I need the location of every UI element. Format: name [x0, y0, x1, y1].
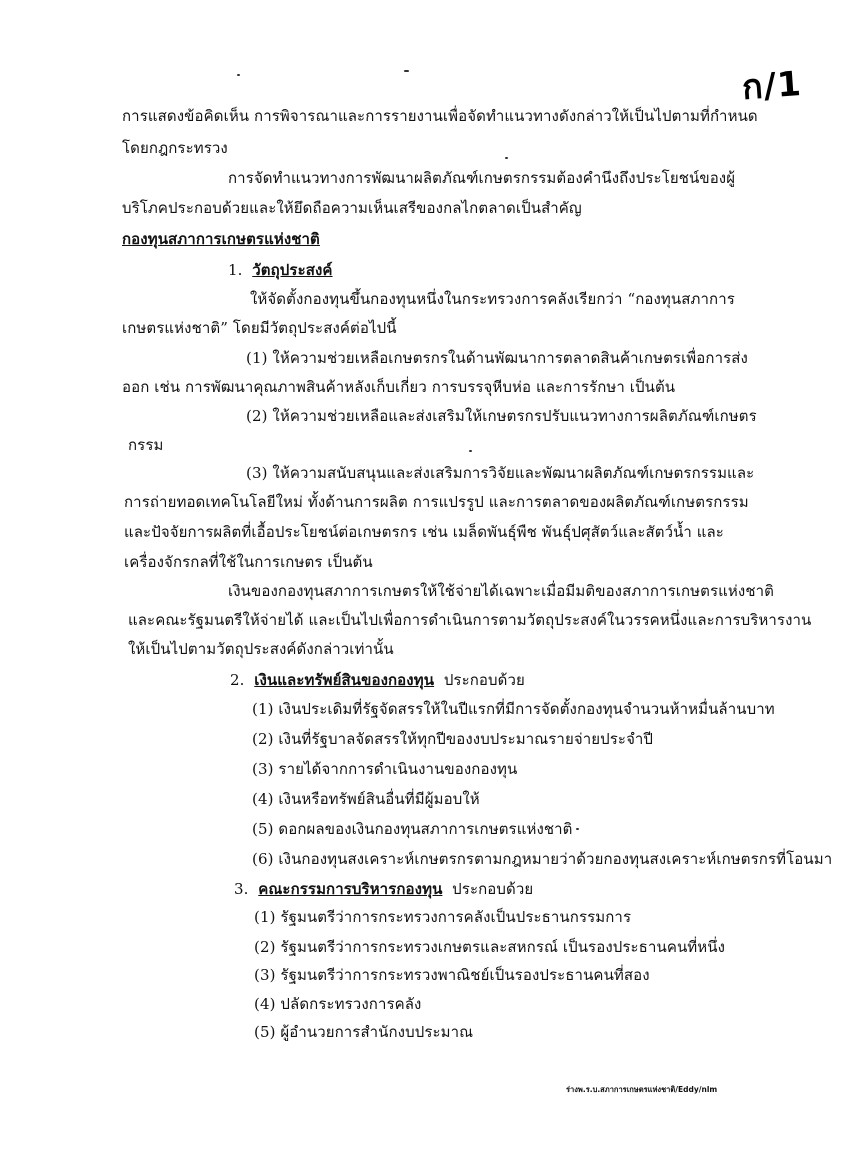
list-item: (2) รัฐมนตรีว่าการกระทรวงเกษตรและสหกรณ์ เป็นรองประธานคนที่หนึ่ง [254, 938, 726, 956]
subsection-heading [230, 670, 525, 690]
subsection-heading [228, 260, 333, 280]
list-item: (5) ผู้อำนวยการสำนักงบประมาณ [254, 1023, 474, 1041]
paragraph-line: การถ่ายทอดเทคโนโลยีใหม่ ทั้งด้านการผลิต การแปรรูป และการตลาดของผลิตภัณฑ์เกษตรกรรม [124, 493, 749, 511]
subsection-rest: ประกอบด้วย [452, 880, 534, 898]
scan-speck [576, 828, 579, 830]
list-item: (3) ให้ความสนับสนุนและส่งเสริมการวิจัยและพัฒนาผลิตภัณฑ์เกษตรกรรมและ [246, 464, 755, 482]
list-item: (6) เงินกองทุนสงเคราะห์เกษตรกรตามกฎหมายว่าด้วยกองทุนสงเคราะห์เกษตรกรที่โอนมา [252, 850, 833, 868]
list-item: (2) ให้ความช่วยเหลือและส่งเสริมให้เกษตรกรปรับแนวทางการผลิตภัณฑ์เกษตร [246, 407, 757, 425]
subsection-number: 2. [230, 671, 245, 689]
subsection-rest: ประกอบด้วย [443, 671, 525, 689]
list-item: (4) ปลัดกระทรวงการคลัง [254, 995, 422, 1013]
paragraph-line: โดยกฎกระทรวง [122, 139, 228, 157]
subsection-number: 3. [234, 880, 249, 898]
paragraph-line: เงินของกองทุนสภาการเกษตรให้ใช้จ่ายได้เฉพาะเมื่อมีมติของสภาการเกษตรแห่งชาติ [228, 582, 774, 600]
paragraph-line: ให้เป็นไปตามวัตถุประสงค์ดังกล่าวเท่านั้น [128, 640, 394, 658]
subsection-title: คณะกรรมการบริหารกองทุน [258, 880, 443, 898]
paragraph-line: กรรม [128, 436, 164, 454]
paragraph-line: เกษตรแห่งชาติ” โดยมีวัตถุประสงค์ต่อไปนี้ [122, 319, 397, 337]
subsection-heading [234, 879, 533, 899]
list-item: (3) รายได้จากการดำเนินงานของกองทุน [252, 760, 518, 778]
list-item: (1) เงินประเดิมที่รัฐจัดสรรให้ในปีแรกที่มีการจัดตั้งกองทุนจำนวนห้าหมื่นล้านบาท [252, 700, 775, 718]
list-item: (1) ให้ความช่วยเหลือเกษตรกรในด้านพัฒนาการตลาดสินค้าเกษตรเพื่อการส่ง [246, 349, 748, 367]
list-item: (1) รัฐมนตรีว่าการกระทรวงการคลังเป็นประธานกรรมการ [254, 908, 632, 926]
list-item: (2) เงินที่รัฐบาลจัดสรรให้ทุกปีของงบประมาณรายจ่ายประจำปี [252, 730, 654, 748]
list-item: (3) รัฐมนตรีว่าการกระทรวงพาณิชย์เป็นรองประธานคนที่สอง [254, 966, 650, 984]
subsection-number: 1. [228, 261, 243, 279]
section-heading: กองทุนสภาการเกษตรแห่งชาติ [122, 230, 320, 248]
scan-speck [237, 74, 240, 76]
paragraph-line: เครื่องจักรกลที่ใช้ในการเกษตร เป็นต้น [124, 553, 373, 571]
document-footer: ร่างพ.ร.บ.สภาการเกษตรแห่งชาติ/Eddy/nlm [566, 1085, 718, 1094]
subsection-title: วัตถุประสงค์ [252, 261, 333, 279]
paragraph-line: การจัดทำแนวทางการพัฒนาผลิตภัณฑ์เกษตรกรรมต้องคำนึงถึงประโยชน์ของผู้ [228, 169, 736, 187]
paragraph-line: และคณะรัฐมนตรีให้จ่ายได้ และเป็นไปเพื่อการดำเนินการตามวัตถุประสงค์ในวรรคหนึ่งและการบริหารงาน [128, 611, 812, 629]
list-item: (5) ดอกผลของเงินกองทุนสภาการเกษตรแห่งชาติ [252, 820, 573, 838]
list-item: (4) เงินหรือทรัพย์สินอื่นที่มีผู้มอบให้ [252, 790, 480, 808]
paragraph-line: ให้จัดตั้งกองทุนขึ้นกองทุนหนึ่งในกระทรวงการคลังเรียกว่า “กองทุนสภาการ [250, 290, 735, 308]
paragraph-line: ออก เช่น การพัฒนาคุณภาพสินค้าหลังเก็บเกี่ยว การบรรจุหีบห่อ และการรักษา เป็นต้น [122, 378, 676, 396]
scan-speck [505, 157, 508, 159]
subsection-title: เงินและทรัพย์สินของกองทุน [254, 671, 435, 689]
scan-speck [469, 450, 472, 452]
scan-speck [404, 70, 409, 72]
paragraph-line: และปัจจัยการผลิตที่เอื้อประโยชน์ต่อเกษตรกร เช่น เมล็ดพันธุ์พืช พันธุ์ปศุสัตว์และสัตว์น้ำ และ [124, 523, 724, 541]
paragraph-line: การแสดงข้อคิดเห็น การพิจารณาและการรายงานเพื่อจัดทำแนวทางดังกล่าวให้เป็นไปตามที่กำหนด [122, 107, 758, 125]
handwritten-page-mark: ก/1 [740, 63, 804, 109]
paragraph-line: บริโภคประกอบด้วยและให้ยึดถือความเห็นเสรีของกลไกตลาดเป็นสำคัญ [122, 199, 582, 217]
